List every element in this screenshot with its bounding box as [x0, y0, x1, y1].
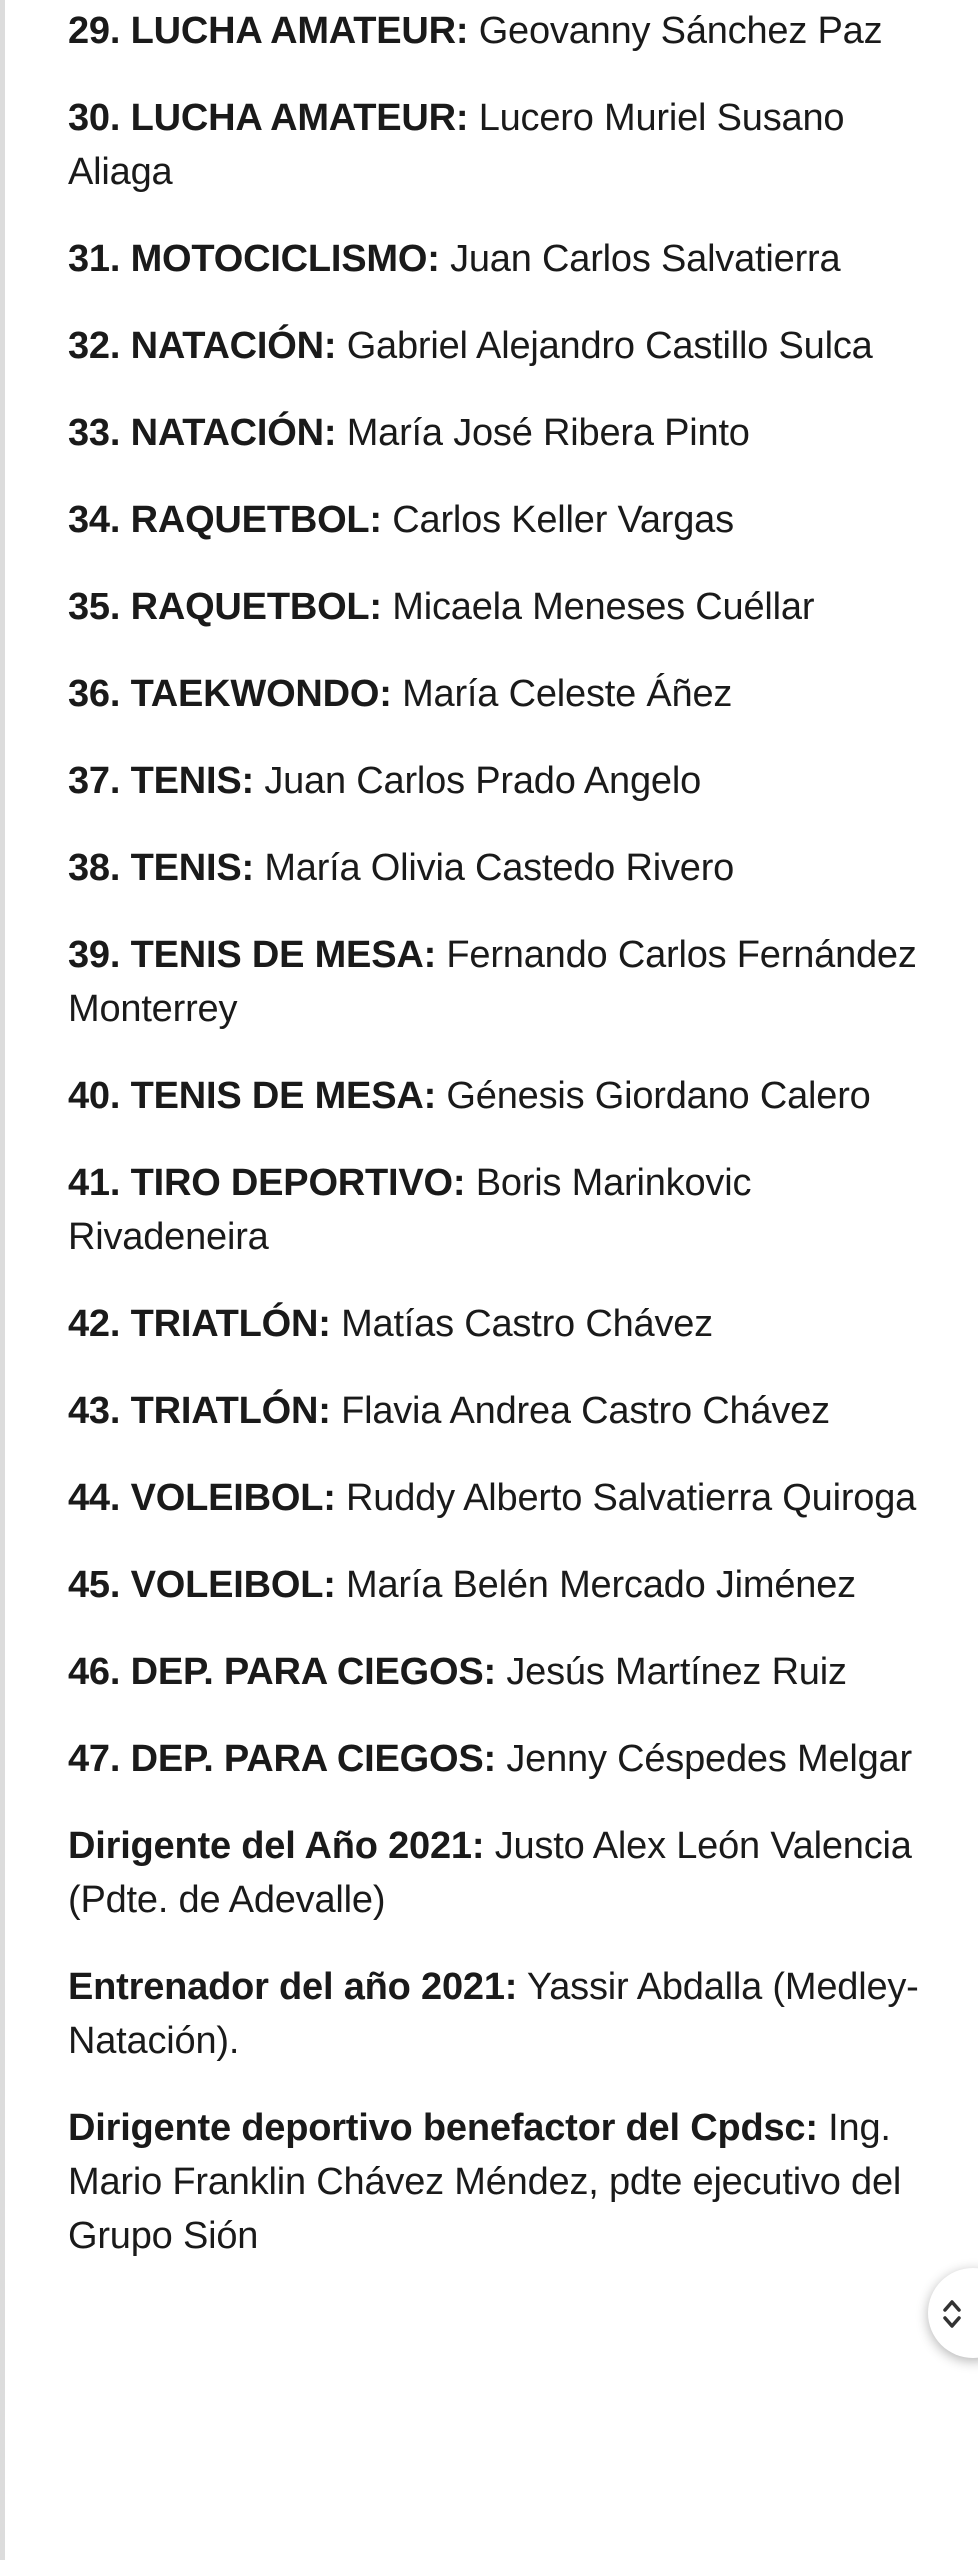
list-item — [68, 1732, 948, 1786]
left-border — [0, 0, 5, 2560]
entry-name: Lucero Muriel Susano Aliaga — [68, 97, 845, 193]
entry-label: 30. LUCHA AMATEUR: — [68, 97, 469, 139]
entry-name: Geovanny Sánchez Paz — [478, 10, 883, 52]
entry-label: 40. TENIS DE MESA: — [68, 1075, 437, 1117]
entry-name: Gabriel Alejandro Castillo Sulca — [346, 325, 873, 367]
entry-label: 42. TRIATLÓN: — [68, 1303, 331, 1345]
list-item — [68, 928, 948, 1036]
entry-name: María Belén Mercado Jiménez — [346, 1564, 856, 1606]
entry-name: María José Ribera Pinto — [346, 412, 750, 454]
entry-label: 35. RAQUETBOL: — [68, 586, 382, 628]
awards-list — [68, 4, 948, 2296]
list-item — [68, 2101, 948, 2263]
entry-label: 41. TIRO DEPORTIVO: — [68, 1162, 466, 1204]
list-item — [68, 841, 948, 895]
entry-label: 32. NATACIÓN: — [68, 325, 337, 367]
entry-name: Yassir Abdalla (Medley-Natación). — [68, 1966, 919, 2062]
entry-label: 44. VOLEIBOL: — [68, 1477, 336, 1519]
entry-name: Carlos Keller Vargas — [392, 499, 734, 541]
entry-label: Entrenador del año 2021: — [68, 1966, 518, 2008]
entry-name: Ruddy Alberto Salvatierra Quiroga — [346, 1477, 917, 1519]
entry-label: 36. TAEKWONDO: — [68, 673, 392, 715]
list-item — [68, 493, 948, 547]
entry-name: Boris Marinkovic Rivadeneira — [68, 1162, 752, 1258]
entry-name: Justo Alex León Valencia (Pdte. de Adevalle) — [68, 1825, 912, 1921]
entry-label: 43. TRIATLÓN: — [68, 1390, 331, 1432]
entry-name: Flavia Andrea Castro Chávez — [341, 1390, 830, 1432]
list-item — [68, 319, 948, 373]
list-item — [68, 4, 948, 58]
list-item — [68, 1297, 948, 1351]
entry-label: 38. TENIS: — [68, 847, 254, 889]
entry-label: 37. TENIS: — [68, 760, 254, 802]
list-item — [68, 1558, 948, 1612]
entry-label: 33. NATACIÓN: — [68, 412, 337, 454]
entry-name: María Celeste Áñez — [402, 673, 733, 715]
list-item — [68, 1069, 948, 1123]
entry-label: Dirigente del Año 2021: — [68, 1825, 485, 1867]
list-item — [68, 1960, 948, 2068]
list-item — [68, 1384, 948, 1438]
list-item — [68, 232, 948, 286]
entry-name: María Olivia Castedo Rivero — [264, 847, 735, 889]
entry-name: Génesis Giordano Calero — [446, 1075, 871, 1117]
list-item — [68, 667, 948, 721]
entry-label: 29. LUCHA AMATEUR: — [68, 10, 469, 52]
entry-name: Ing. Mario Franklin Chávez Méndez, pdte ejecutivo del Grupo Sión — [68, 2107, 902, 2257]
entry-label: 46. DEP. PARA CIEGOS: — [68, 1651, 496, 1693]
list-item — [68, 1819, 948, 1927]
list-item — [68, 1156, 948, 1264]
entry-name: Jesús Martínez Ruiz — [506, 1651, 847, 1693]
list-item — [68, 1645, 948, 1699]
entry-name: Micaela Meneses Cuéllar — [392, 586, 815, 628]
list-item — [68, 406, 948, 460]
entry-name: Matías Castro Chávez — [341, 1303, 713, 1345]
entry-name: Juan Carlos Prado Angelo — [264, 760, 702, 802]
entry-name: Jenny Céspedes Melgar — [506, 1738, 912, 1780]
entry-label: 31. MOTOCICLISMO: — [68, 238, 440, 280]
entry-name: Fernando Carlos Fernández Monterrey — [68, 934, 917, 1030]
entry-label: 47. DEP. PARA CIEGOS: — [68, 1738, 496, 1780]
entry-name: Juan Carlos Salvatierra — [450, 238, 841, 280]
chevron-up-down-icon — [940, 2297, 964, 2331]
entry-label: Dirigente deportivo benefactor del Cpdsc: — [68, 2107, 818, 2149]
entry-label: 45. VOLEIBOL: — [68, 1564, 336, 1606]
list-item — [68, 580, 948, 634]
entry-label: 39. TENIS DE MESA: — [68, 934, 437, 976]
list-item — [68, 91, 948, 199]
entry-label: 34. RAQUETBOL: — [68, 499, 382, 541]
list-item — [68, 754, 948, 808]
list-item — [68, 1471, 948, 1525]
